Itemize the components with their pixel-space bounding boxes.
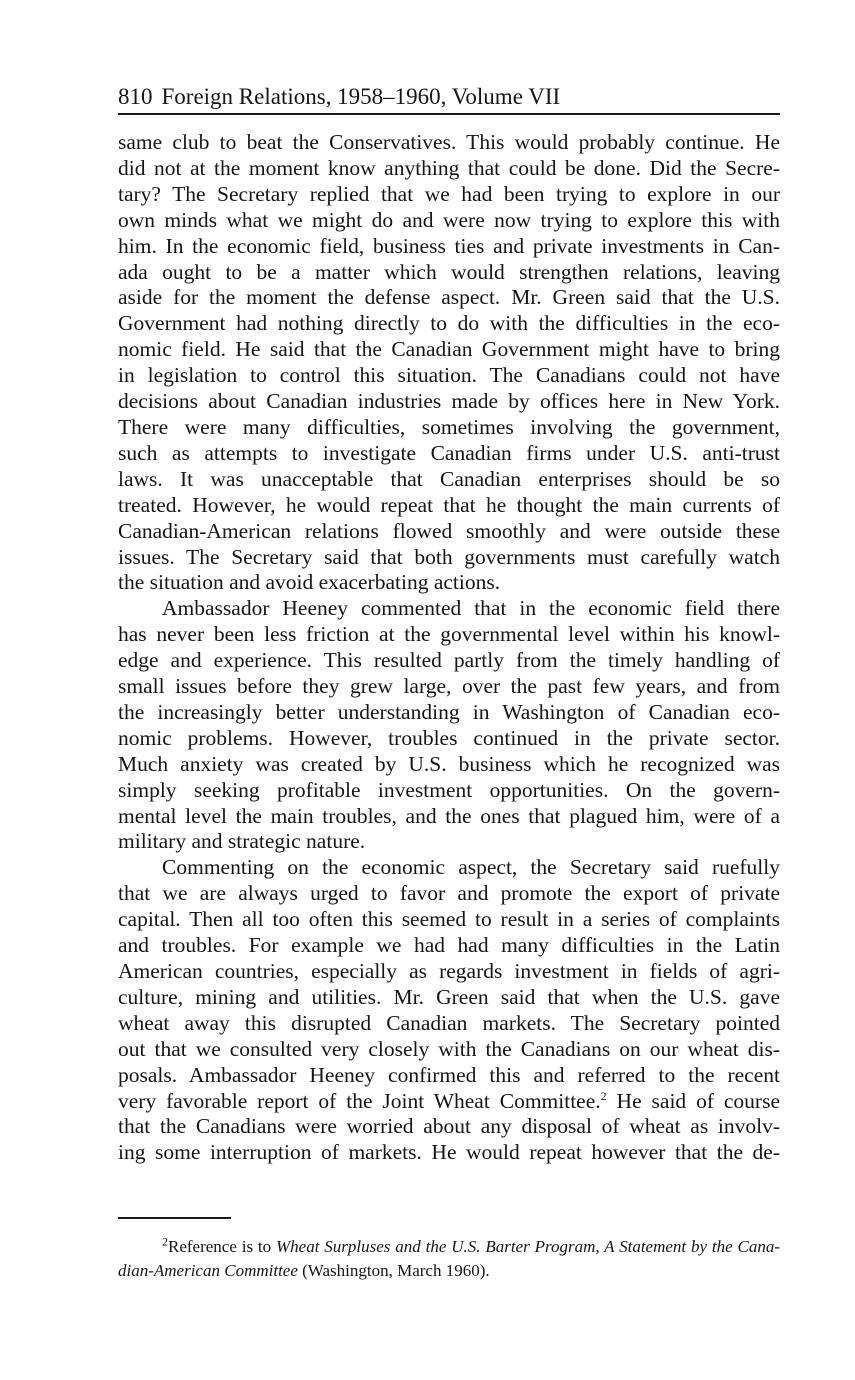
text-line: small issues before they grew large, over the past few years, and from — [118, 674, 780, 699]
text-line: culture, mining and utilities. Mr. Green said that when the U.S. gave — [118, 984, 780, 1009]
text-line: did not at the moment know anything that could be done. Did the Secre- — [118, 155, 780, 180]
paragraph-2 — [118, 596, 780, 855]
text-line: has never been less friction at the governmental level within his knowl- — [118, 622, 780, 647]
text-line: Ambassador Heeney commented that in the economic field there — [162, 596, 780, 621]
text-segment: He said of course — [606, 1088, 780, 1113]
footnote-divider — [118, 1217, 231, 1219]
text-line: nomic field. He said that the Canadian Government might have to bring — [118, 337, 780, 362]
body-text — [118, 130, 780, 1166]
running-title: Foreign Relations, 1958–1960, Volume VII — [161, 84, 561, 109]
text-line: edge and experience. This resulted partly from the timely handling of — [118, 648, 780, 673]
footnote-title: Wheat Surpluses and the U.S. Barter Program, A Statement by the Cana- — [276, 1237, 781, 1256]
footnote-title-cont: dian-American Committee — [118, 1261, 298, 1280]
text-line: the increasingly better understanding in Washington of Canadian eco- — [118, 699, 780, 724]
page-number: 810 — [118, 84, 153, 109]
running-header — [118, 82, 780, 115]
footnote-intro: Reference is to — [168, 1237, 277, 1256]
text-line: issues. The Secretary said that both governments must carefully watch — [118, 544, 780, 569]
text-line: own minds what we might do and were now trying to explore this with — [118, 207, 780, 232]
text-line: same club to beat the Conservatives. This would probably continue. He — [118, 130, 780, 154]
text-line: and troubles. For example we had had many difficulties in the Latin — [118, 933, 780, 958]
text-line: mental level the main troubles, and the ones that plagued him, were of a — [118, 803, 780, 828]
text-line: out that we consulted very closely with the Canadians on our wheat dis- — [118, 1036, 780, 1061]
text-line: in legislation to control this situation. The Canadians could not have — [118, 363, 780, 388]
text-line: wheat away this disrupted Canadian markets. The Secretary pointed — [118, 1010, 780, 1035]
text-segment: very favorable report of the Joint Wheat Committee. — [118, 1088, 601, 1113]
text-line: nomic problems. However, troubles continued in the private sector. — [118, 725, 780, 750]
text-line: laws. It was unacceptable that Canadian enterprises should be so — [118, 466, 780, 491]
footnote-marker: 2 — [162, 1234, 168, 1249]
paragraph-3 — [118, 855, 780, 1166]
text-line: Much anxiety was created by U.S. business which he recognized was — [118, 751, 780, 776]
footnote-citation: (Washington, March 1960). — [297, 1261, 490, 1280]
text-line: There were many difficulties, sometimes involving the government, — [118, 414, 780, 439]
text-line: military and strategic nature. — [118, 829, 366, 854]
text-line: posals. Ambassador Heeney confirmed this and referred to the recent — [118, 1062, 780, 1087]
text-line: ada ought to be a matter which would strengthen relations, leaving — [118, 259, 780, 284]
text-line: that the Canadians were worried about any disposal of wheat as involv- — [118, 1114, 780, 1139]
footnote — [118, 1235, 780, 1283]
footnote-line — [118, 1259, 780, 1283]
text-line — [118, 1089, 780, 1115]
text-line: ing some interruption of markets. He would repeat however that the de- — [118, 1140, 780, 1165]
text-line: that we are always urged to favor and promote the export of private — [118, 881, 780, 906]
text-line: treated. However, he would repeat that he thought the main currents of — [118, 492, 780, 517]
text-line: decisions about Canadian industries made by offices here in New York. — [118, 389, 780, 414]
text-line: capital. Then all too often this seemed to result in a series of complaints — [118, 907, 780, 932]
text-line: American countries, especially as regards investment in fields of agri- — [118, 959, 780, 983]
text-line: Government had nothing directly to do with the difficulties in the eco- — [118, 311, 780, 336]
text-line: the situation and avoid exacerbating actions. — [118, 570, 501, 595]
text-line: simply seeking profitable investment opportunities. On the govern- — [118, 777, 780, 802]
text-line: tary? The Secretary replied that we had been trying to explore in our — [118, 181, 780, 206]
text-line: Commenting on the economic aspect, the Secretary said ruefully — [162, 855, 780, 880]
text-line: Canadian-American relations flowed smoothly and were outside these — [118, 518, 780, 543]
text-line: such as attempts to investigate Canadian firms under U.S. anti-trust — [118, 440, 780, 465]
text-line: aside for the moment the defense aspect. Mr. Green said that the U.S. — [118, 285, 780, 310]
footnote-reference-2[interactable]: 2 — [600, 1088, 607, 1103]
footnote-line — [118, 1235, 780, 1259]
paragraph-1 — [118, 130, 780, 596]
text-line: him. In the economic field, business ties and private investments in Can- — [118, 233, 780, 258]
